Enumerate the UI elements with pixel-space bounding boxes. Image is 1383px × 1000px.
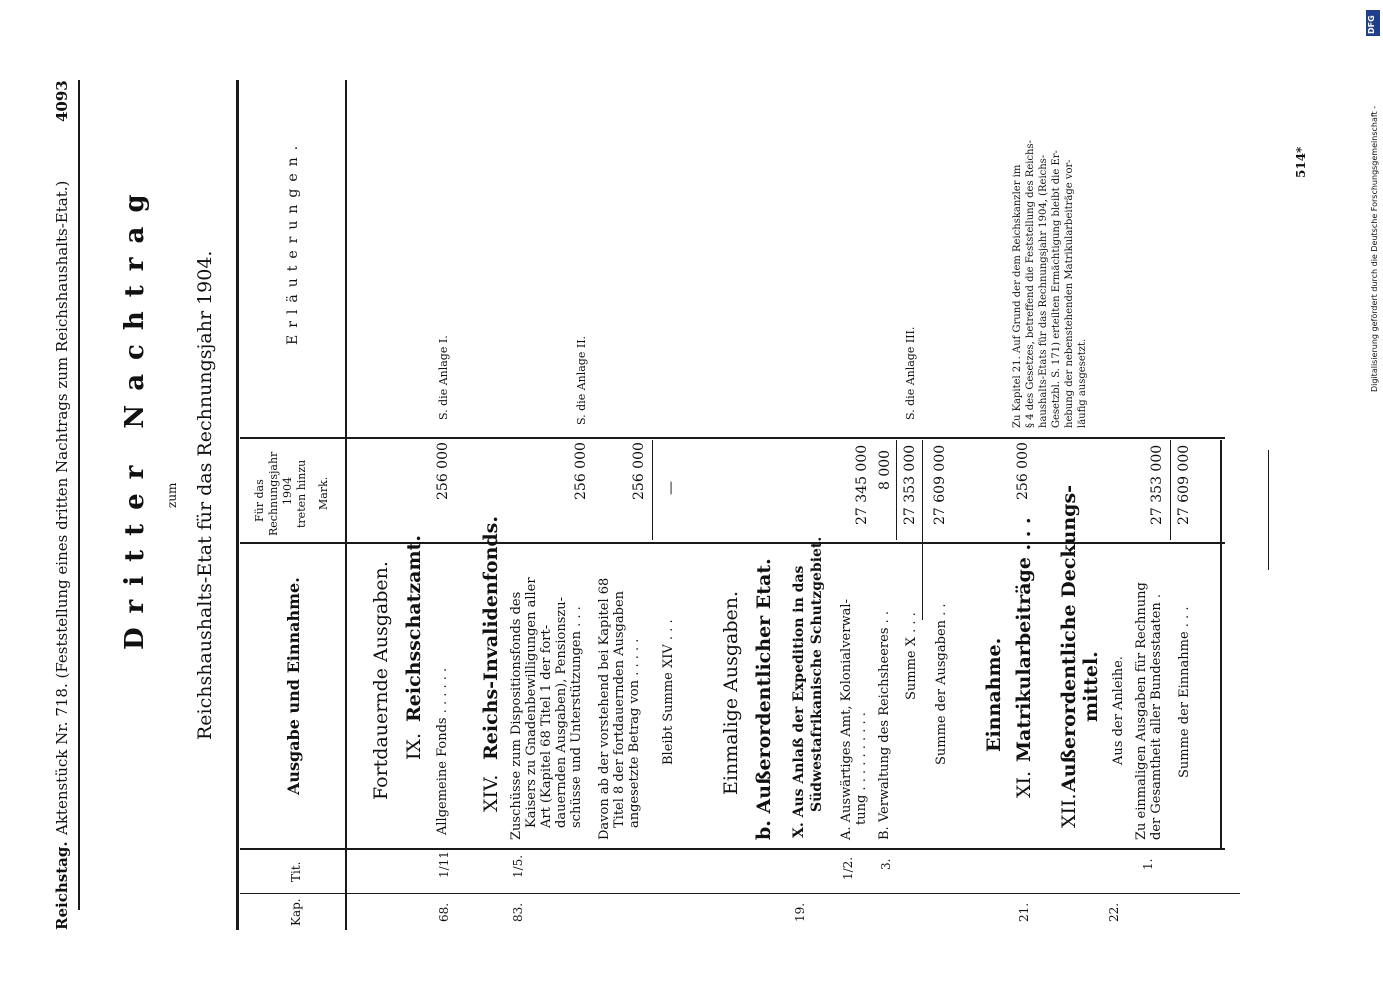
row-zuschuesse-line: Kaisers zu Gnadenbewilligungen aller bbox=[524, 577, 539, 828]
row-summe-x: Summe X . . . bbox=[904, 612, 919, 700]
row-allgemeine-fonds: Allgemeine Fonds . . . . . . bbox=[435, 667, 450, 835]
kap-21: 21. bbox=[1017, 902, 1031, 922]
section-xiv-title: Reichs-Invalidenfonds. bbox=[480, 516, 502, 760]
row-zuschuesse-line: schüsse und Unterstützungen . . . bbox=[569, 606, 584, 828]
header-amount-line: 1904 bbox=[281, 477, 294, 505]
note-kapitel-21-line: haushalts-Etats für das Rechnungsjahr 1904, (Reichs- bbox=[1038, 154, 1049, 428]
kap-22: 22. bbox=[1107, 902, 1121, 922]
kap-83: 83. bbox=[511, 902, 525, 922]
kap-19: 19. bbox=[793, 902, 807, 922]
amount-allgemeine: 256 000 bbox=[435, 442, 451, 500]
note-anlage-2: S. die Anlage II. bbox=[575, 335, 588, 425]
amount-summe-einnahme: 27 609 000 bbox=[1176, 444, 1192, 525]
kap-68: 68. bbox=[437, 902, 451, 922]
table-bottom-rule bbox=[1220, 440, 1222, 850]
note-anlage-1: S. die Anlage I. bbox=[437, 335, 450, 420]
row-zuschuesse-line: Zuschüsse zum Dispositionsfonds des bbox=[509, 591, 524, 840]
row-bleibt-xiv: Bleibt Summe XIV . . . bbox=[661, 619, 676, 765]
dfg-logo bbox=[1366, 10, 1380, 36]
section-xii-title-2: mittel. bbox=[1080, 651, 1102, 722]
sum-rule-2 bbox=[896, 440, 897, 540]
note-kapitel-21-line: Gesetzbl. S. 171) erteilten Ermächtigung bleibt die Er- bbox=[1051, 150, 1062, 428]
header-amount-line: treten hinzu bbox=[295, 459, 308, 528]
sum-rule-1 bbox=[652, 440, 653, 540]
header-amount-line: Rechnungsjahr bbox=[267, 451, 280, 536]
row-a-line-2: tung . . . . . . . . . . bbox=[854, 712, 869, 825]
section-xi-title: Matrikularbeiträge . . . bbox=[1013, 517, 1035, 762]
header-kap: Kap. bbox=[289, 898, 303, 926]
section-x-line-1: X. Aus Anlaß der Expedition in das bbox=[791, 565, 807, 838]
note-kapitel-21-line: § 4 des Gesetzes, betreffend die Feststellung des Reichs- bbox=[1025, 140, 1036, 428]
header-amount-line: Mark. bbox=[317, 476, 330, 510]
section-ix-title: Reichsschatzamt. bbox=[403, 535, 425, 722]
document-title: Dritter Nachtrag bbox=[120, 180, 150, 650]
section-xii-number: XII. bbox=[1058, 793, 1080, 828]
row-zuschuesse-line: Art (Kapitel 68 Titel 1 der fort- bbox=[539, 624, 554, 828]
row-aus-anleihe: Aus der Anleihe. bbox=[1111, 656, 1126, 765]
note-kapitel-21-line: hebung der nebenstehenden Matrikularbeiträge vor- bbox=[1064, 159, 1075, 428]
header-erlaeuterungen: Erläuterungen. bbox=[285, 138, 301, 345]
header-rule bbox=[78, 80, 80, 910]
header-center: Aktenstück Nr. 718. (Feststellung eines dritten Nachtrags zum Reichshaushalts-Etat.) bbox=[53, 180, 71, 835]
row-zuschuesse-line: dauernden Ausgaben), Pensionszu- bbox=[554, 596, 569, 828]
section-fortdauernde: Fortdauernde Ausgaben. bbox=[370, 561, 392, 800]
row-a-line-1: A. Auswärtiges Amt, Kolonialverwal- bbox=[839, 599, 854, 840]
row-davon-line: angesetzte Betrag von . . . . . bbox=[627, 638, 642, 828]
note-kapitel-21-line: läufig ausgesetzt. bbox=[1077, 338, 1088, 428]
section-xiv-number: XIV. bbox=[480, 774, 502, 812]
table-top-rule bbox=[236, 80, 239, 930]
title-zum: zum bbox=[165, 482, 179, 508]
tit-1: 1. bbox=[1141, 858, 1155, 870]
section-xii-title-1: Außerordentliche Deckungs- bbox=[1058, 484, 1080, 792]
document-subtitle: Reichshaushalts-Etat für das Rechnungsjahr 1904. bbox=[194, 250, 216, 740]
section-einmalige: Einmalige Ausgaben. bbox=[720, 590, 742, 795]
sum-rule-3 bbox=[922, 440, 923, 620]
header-bottom-rule bbox=[345, 80, 347, 930]
amount-summe-x: 27 353 000 bbox=[902, 444, 918, 525]
amount-notes-divider bbox=[240, 437, 1225, 439]
row-summe-einnahme: Summe der Einnahme . . . bbox=[1177, 606, 1192, 778]
tit-3: 3. bbox=[879, 858, 893, 870]
dfg-credit: Digitalisierung gefördert durch die Deutsche Forschungsgemeinschaft - bbox=[1370, 105, 1379, 392]
tit-text-divider bbox=[240, 848, 1225, 850]
row-zu-einmaligen-line-1: Zu einmaligen Ausgaben für Rechnung bbox=[1134, 582, 1149, 840]
kap-tit-divider bbox=[240, 893, 1240, 894]
page-number: 4093 bbox=[53, 80, 71, 122]
amount-xi: 256 000 bbox=[1015, 442, 1031, 500]
section-b-title: b. Außerordentlicher Etat. bbox=[753, 558, 775, 840]
note-anlage-3: S. die Anlage III. bbox=[904, 326, 917, 420]
header-left: Reichstag. bbox=[53, 841, 71, 930]
sheet-number: 514* bbox=[1294, 146, 1308, 178]
row-zu-einmaligen-line-2: der Gesamtheit aller Bundesstaaten . bbox=[1149, 593, 1164, 840]
sum-rule-4 bbox=[1170, 440, 1171, 540]
amount-davon: 256 000 bbox=[631, 442, 647, 500]
amount-a: 27 345 000 bbox=[854, 444, 870, 525]
margin-rule bbox=[1268, 450, 1269, 570]
header-tit: Tit. bbox=[289, 861, 303, 882]
section-einnahme: Einnahme. bbox=[983, 637, 1005, 752]
header-amount-line: Für das bbox=[253, 479, 266, 522]
row-b: B. Verwaltung des Reichsheeres . . bbox=[877, 610, 892, 840]
section-xi-number: XI. bbox=[1013, 770, 1035, 798]
section-ix-number: IX. bbox=[403, 732, 425, 760]
dfg-logo-text: DFG bbox=[1367, 15, 1376, 34]
amount-zu-einmaligen: 27 353 000 bbox=[1149, 444, 1165, 525]
row-davon-line: Davon ab der vorstehend bei Kapitel 68 bbox=[597, 577, 612, 840]
amount-bleibt: — bbox=[663, 481, 679, 495]
row-davon-line: Titel 8 der fortdauernden Ausgaben bbox=[612, 590, 627, 828]
row-summe-ausgaben: Summe der Ausgaben . . bbox=[934, 603, 949, 765]
tit-1-5: 1/5. bbox=[511, 854, 525, 878]
header-ausgabe: Ausgabe und Einnahme. bbox=[284, 577, 303, 795]
amount-summe-ausgaben: 27 609 000 bbox=[932, 444, 948, 525]
section-x-line-2: Südwestafrikanische Schutzgebiet. bbox=[809, 536, 825, 812]
tit-1-2: 1/2. bbox=[841, 856, 855, 880]
amount-b: 8 000 bbox=[877, 449, 893, 490]
note-kapitel-21-line: Zu Kapitel 21. Auf Grund der dem Reichskanzler im bbox=[1012, 164, 1023, 428]
tit-1-11: 1/11. bbox=[437, 847, 451, 878]
amount-zuschuesse: 256 000 bbox=[573, 442, 589, 500]
